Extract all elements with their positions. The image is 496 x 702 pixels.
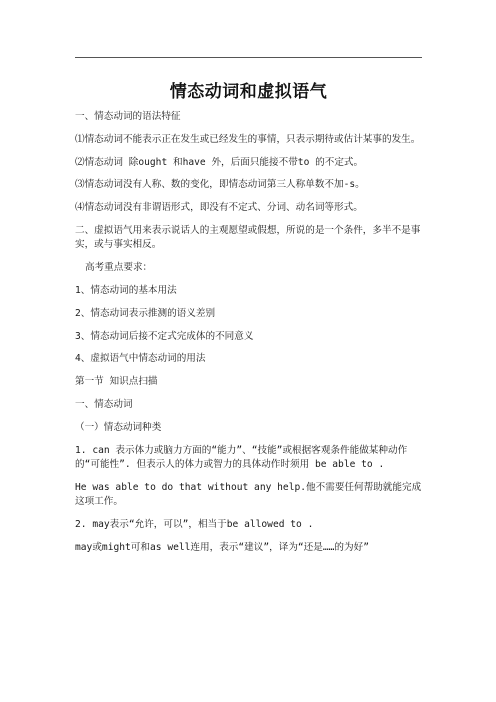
paragraph-example-sentence: He was able to do that without any help.他不需要任何帮助就能完成这项工作。 — [75, 481, 422, 508]
section-heading-grammar-features: 一、情态动词的语法特征 — [75, 111, 181, 122]
section-heading-knowledge-scan: 第一节 知识点扫描 — [75, 376, 158, 388]
requirement-item-1: 1、情态动词的基本用法 — [75, 285, 177, 297]
subsection-heading-modal-types: （一）情态动词种类 — [75, 421, 162, 433]
paragraph-may-as-well: may或might可和as well连用，表示“建议”，译为“还是……的为好” — [75, 542, 369, 554]
document-body — [75, 110, 422, 564]
requirement-item-4: 4、虚拟语气中情态动词的用法 — [75, 353, 206, 365]
header-rule — [75, 57, 422, 58]
requirement-item-3: 3、情态动词后接不定式完成体的不同意义 — [75, 330, 254, 342]
subsection-heading-modal-verbs: 一、情态动词 — [75, 399, 133, 411]
paragraph-feature-4: ⑷情态动词没有非谓语形式，即没有不定式、分词、动名词等形式。 — [75, 202, 363, 214]
paragraph-feature-1: ⑴情态动词不能表示正在发生或已经发生的事情，只表示期待或估计某事的发生。 — [75, 133, 421, 145]
section-heading-subjunctive: 二、虚拟语气用来表示说话人的主观愿望或假想，所说的是一个条件，多半不是事实，或与事实相反。 — [75, 224, 421, 251]
requirement-item-2: 2、情态动词表示推测的语义差别 — [75, 307, 216, 319]
exam-requirements-heading: 高考重点要求： — [85, 262, 153, 274]
paragraph-can-usage: 1. can 表示体力或脑力方面的“能力”、“技能”或根据客观条件能做某种动作的“可能性”. 但表示人的体力或智力的具体动作时须用 be able to . — [75, 444, 408, 471]
document-title: 情态动词和虚拟语气 — [169, 82, 328, 102]
paragraph-feature-2: ⑵情态动词 除ought 和have 外，后面只能接不带to 的不定式。 — [75, 156, 364, 168]
paragraph-feature-3: ⑶情态动词没有人称、数的变化，即情态动词第三人称单数不加-s。 — [75, 179, 365, 191]
paragraph-may-usage: 2. may表示“允许，可以”，相当于be allowed to . — [75, 519, 314, 531]
